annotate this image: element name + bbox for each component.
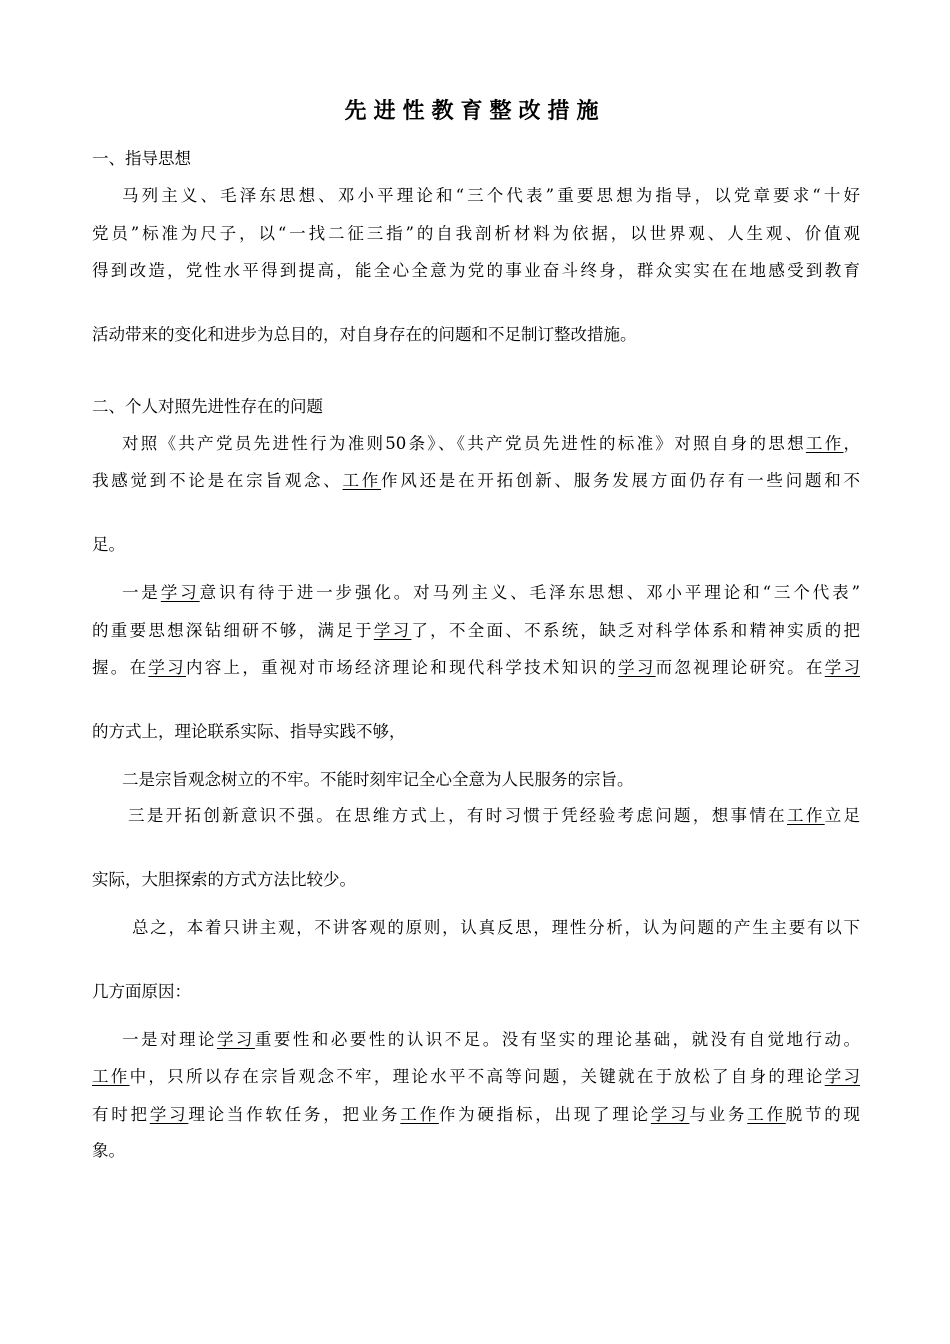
paragraph-line: 党员”标准为尺子，以“一找二征三指”的自我剖析材料为依据，以世界观、人生观、价值观 bbox=[92, 224, 860, 243]
document-title: 先进性教育整改措施 bbox=[344, 99, 606, 124]
paragraph-line: 活动带来的变化和进步为总目的，对自身存在的问题和不足制订整改措施。 bbox=[92, 325, 637, 344]
paragraph-line: 象。 bbox=[92, 1141, 125, 1160]
paragraph-line: 得到改造，党性水平得到提高，能全心全意为党的事业奋斗终身，群众实实在在地感受到教育 bbox=[92, 261, 860, 280]
paragraph-line: 二是宗旨观念树立的不牢。不能时刻牢记全心全意为人民服务的宗旨。 bbox=[122, 770, 634, 789]
underlined-term: 学习 bbox=[216, 1030, 255, 1049]
underlined-term: 学习 bbox=[148, 658, 186, 677]
paragraph-line: 三是开拓创新意识不强。在思维方式上，有时习惯于凭经验考虑问题，想事情在工作立足 bbox=[128, 806, 861, 825]
paragraph-line: 马列主义、毛泽东思想、邓小平理论和“三个代表”重要思想为指导，以党章要求“十好 bbox=[122, 186, 860, 205]
paragraph-line: 足。 bbox=[92, 535, 125, 554]
paragraph-line: 总之，本着只讲主观，不讲客观的原则，认真反思，理性分析，认为问题的产生主要有以下 bbox=[132, 918, 860, 937]
paragraph-line: 一是对理论学习重要性和必要性的认识不足。没有坚实的理论基础，就没有自觉地行动。 bbox=[122, 1030, 861, 1049]
paragraph-line: 握。在学习内容上，重视对市场经济理论和现代科学技术知识的学习而忽视理论研究。在学习 bbox=[92, 658, 861, 677]
underlined-term: 工作 bbox=[805, 434, 844, 453]
underlined-term: 工作 bbox=[787, 806, 825, 825]
paragraph-line: 的重要思想深钻细研不够，满足于学习了，不全面、不系统，缺乏对科学体系和精神实质的把 bbox=[92, 621, 861, 640]
paragraph-line: 一是学习意识有待于进一步强化。对马列主义、毛泽东思想、邓小平理论和“三个代表” bbox=[122, 583, 861, 602]
section-heading-problems: 二、个人对照先进性存在的问题 bbox=[92, 397, 323, 416]
paragraph-line: 实际，大胆探索的方式方法比较少。 bbox=[92, 870, 356, 889]
paragraph-line: 有时把学习理论当作软任务，把业务工作作为硬指标，出现了理论学习与业务工作脱节的现 bbox=[92, 1105, 861, 1124]
underlined-term: 学习 bbox=[160, 583, 200, 602]
underlined-term: 工作 bbox=[400, 1105, 439, 1124]
underlined-term: 工作 bbox=[92, 1067, 130, 1086]
underlined-term: 学习 bbox=[149, 1105, 189, 1124]
underlined-term: 学习 bbox=[650, 1105, 690, 1124]
underlined-term: 工作 bbox=[747, 1105, 786, 1124]
paragraph-line: 几方面原因： bbox=[92, 982, 191, 1001]
underlined-term: 学习 bbox=[824, 1067, 861, 1086]
paragraph-line: 工作中，只所以存在宗旨观念不牢，理论水平不高等问题，关键就在于放松了自身的理论学习 bbox=[92, 1067, 861, 1086]
underlined-term: 学习 bbox=[618, 658, 656, 677]
underlined-term: 学习 bbox=[373, 621, 412, 640]
paragraph-line: 的方式上，理论联系实际、指导实践不够， bbox=[92, 722, 406, 741]
section-heading-guiding-thought: 一、指导思想 bbox=[92, 149, 191, 168]
underlined-term: 工作 bbox=[342, 471, 382, 490]
paragraph-line: 我感觉到不论是在宗旨观念、工作作风还是在开拓创新、服务发展方面仍存有一些问题和不 bbox=[92, 471, 861, 490]
paragraph-line: 对照《共产党员先进性行为准则50条》、《共产党员先进性的标准》对照自身的思想工作， bbox=[122, 434, 861, 453]
underlined-term: 学习 bbox=[824, 658, 861, 677]
